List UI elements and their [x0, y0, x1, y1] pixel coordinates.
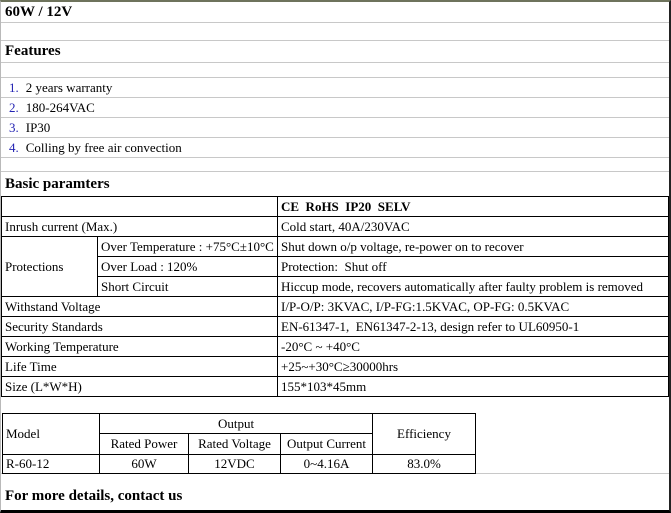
spec-value: -20°C ~ +40°C	[278, 337, 669, 357]
feature-text: Colling by free air convection	[25, 139, 182, 155]
spec-value: EN-61347-1, EN61347-2-13, design refer to UL60950-1	[278, 317, 669, 337]
rated-voltage-header: Rated Voltage	[189, 434, 281, 455]
table-row-protection-over-temperature	[2, 237, 669, 257]
spec-label: Size (L*W*H)	[2, 377, 278, 397]
feature-item-4	[1, 138, 669, 158]
feature-item-1	[1, 78, 669, 98]
feature-number: 4.	[9, 139, 19, 155]
spec-label: Withstand Voltage	[2, 297, 278, 317]
spec-value: Cold start, 40A/230VAC	[278, 217, 669, 237]
spec-label: Inrush current (Max.)	[2, 217, 278, 237]
protection-condition: Over Load : 120%	[98, 257, 278, 277]
model-value: R-60-12	[3, 455, 100, 474]
protection-value: Hiccup mode, recovers automatically after faulty problem is removed	[278, 277, 669, 297]
feature-number: 1.	[9, 79, 19, 95]
protection-value: Shut down o/p voltage, re-power on to recover	[278, 237, 669, 257]
spacer-row	[1, 23, 669, 41]
spec-label: Working Temperature	[2, 337, 278, 357]
table-row-certifications	[2, 197, 669, 217]
model-output-table	[2, 413, 476, 474]
feature-item-3	[1, 118, 669, 138]
rated-power-value: 60W	[100, 455, 189, 474]
table-row-protection-over-load	[2, 257, 669, 277]
output-current-value: 0~4.16A	[281, 455, 373, 474]
protections-label: Protections	[2, 237, 98, 297]
empty-cell	[2, 197, 278, 217]
table-row-model-data	[3, 455, 476, 474]
feature-item-2	[1, 98, 669, 118]
spec-value: 155*103*45mm	[278, 377, 669, 397]
footer-text: For more details, contact us	[5, 488, 183, 504]
spacer-row	[1, 158, 669, 172]
table-row-security-standards	[2, 317, 669, 337]
protection-condition: Over Temperature : +75°C±10°C	[98, 237, 278, 257]
table-row-protection-short-circuit	[2, 277, 669, 297]
model-header: Model	[3, 414, 100, 455]
spec-value: I/P-O/P: 3KVAC, I/P-FG:1.5KVAC, OP-FG: 0.5KVAC	[278, 297, 669, 317]
feature-text: IP30	[25, 119, 51, 135]
feature-number: 2.	[9, 99, 19, 115]
table-row-header-output	[3, 414, 476, 434]
spacer-row	[1, 63, 669, 78]
features-heading: Features	[1, 41, 669, 63]
feature-text: 180-264VAC	[25, 99, 95, 115]
output-header: Output	[100, 414, 373, 434]
efficiency-value: 83.0%	[373, 455, 476, 474]
page-title: 60W / 12V	[1, 2, 669, 23]
certifications-value: CE RoHS IP20 SELV	[278, 197, 669, 217]
table-row-inrush	[2, 217, 669, 237]
table-row-withstand-voltage	[2, 297, 669, 317]
efficiency-header: Efficiency	[373, 414, 476, 455]
basic-parameters-table	[1, 196, 669, 397]
table-row-size	[2, 377, 669, 397]
model-section	[1, 413, 669, 474]
spacer	[1, 397, 669, 413]
feature-number: 3.	[9, 119, 19, 135]
table-row-life-time	[2, 357, 669, 377]
spec-label: Life Time	[2, 357, 278, 377]
output-current-header: Output Current	[281, 434, 373, 455]
protection-value: Protection: Shut off	[278, 257, 669, 277]
protection-condition: Short Circuit	[98, 277, 278, 297]
basic-parameters-heading: Basic paramters	[5, 175, 110, 192]
rated-voltage-value: 12VDC	[189, 455, 281, 474]
rated-power-header: Rated Power	[100, 434, 189, 455]
spec-label: Security Standards	[2, 317, 278, 337]
table-row-working-temperature	[2, 337, 669, 357]
spec-value: +25~+30°C≥30000hrs	[278, 357, 669, 377]
feature-text: 2 years warranty	[25, 79, 113, 95]
